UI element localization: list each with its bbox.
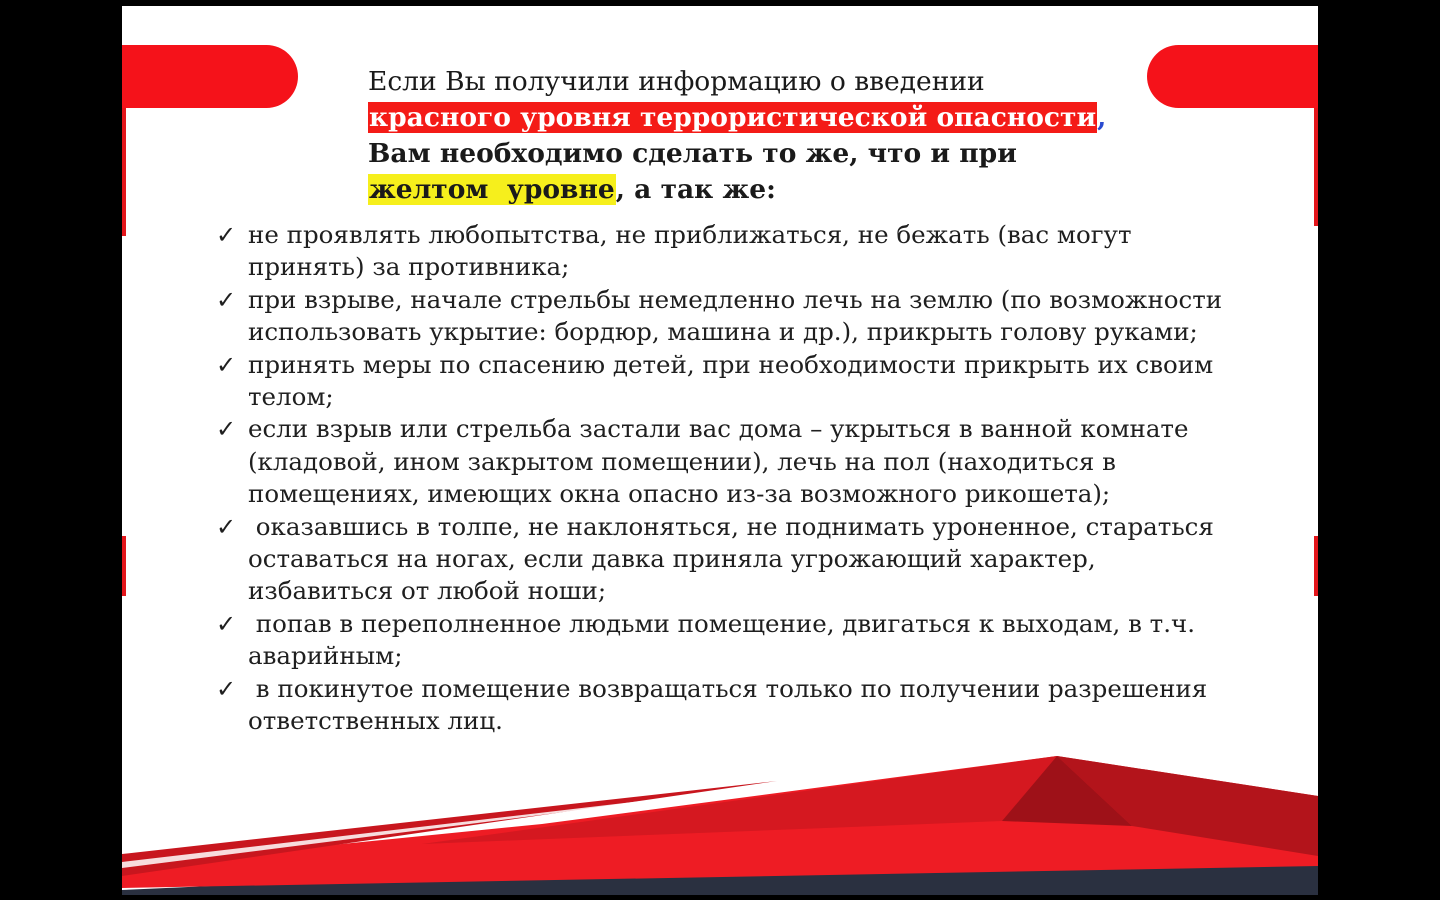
checkmark-icon: ✓ — [216, 674, 237, 703]
list-item — [214, 219, 1234, 284]
list-item — [214, 511, 1234, 608]
list-item-text: при взрыве, начале стрельбы немедленно лечь на землю (по возможности использовать укрытие: бордюр, машина и др.), прикрыть голову руками; — [248, 284, 1223, 347]
list-item — [214, 673, 1234, 738]
slide-heading — [368, 64, 1228, 208]
heading-comma: , — [1097, 102, 1107, 133]
checkmark-icon: ✓ — [216, 512, 237, 541]
list-item — [214, 284, 1234, 349]
list-item-text: оказавшись в толпе, не наклоняться, не поднимать уроненное, стараться оставаться на ногах, если давка приняла угрожающий характер, избавиться от любой ноши; — [248, 511, 1222, 606]
instruction-list — [214, 219, 1234, 738]
heading-line-3: Вам необходимо сделать то же, что и при — [368, 138, 1017, 169]
presentation-slide — [122, 6, 1318, 895]
list-item-text: попав в переполненное людьми помещение, двигаться к выходам, в т.ч. аварийным; — [248, 608, 1203, 671]
checkmark-icon: ✓ — [216, 221, 237, 249]
list-item-text: в покинутое помещение возвращаться только по получении разрешения ответственных лиц. — [248, 673, 1216, 736]
yellow-level-highlight: желтом уровне — [369, 174, 615, 205]
list-item — [214, 349, 1234, 414]
list-item-text: не проявлять любопытства, не приближаться, не бежать (вас могут принять) за противника; — [248, 220, 1132, 282]
heading-line-1: Если Вы получили информацию о введении — [368, 66, 985, 97]
heading-line-4-rest: , а так же: — [615, 174, 776, 205]
checkmark-icon: ✓ — [216, 415, 237, 444]
red-level-highlight: красного уровня террористической опасности — [369, 102, 1097, 133]
list-item — [214, 608, 1234, 673]
checkmark-icon: ✓ — [216, 609, 237, 638]
heading-line-2 — [368, 100, 1228, 136]
checkmark-icon: ✓ — [216, 350, 237, 379]
list-item-text: принять меры по спасению детей, при необходимости прикрыть их своим телом; — [248, 349, 1214, 412]
list-item-text: если взрыв или стрельба застали вас дома – укрыться в ванной комнате (кладовой, ином закрытом помещении), лечь на пол (находиться в помещениях, имеющих окна опасно из-за возможного рикошета); — [248, 414, 1189, 509]
heading-line-4 — [368, 172, 1228, 208]
list-item — [214, 413, 1234, 510]
checkmark-icon: ✓ — [216, 285, 237, 314]
